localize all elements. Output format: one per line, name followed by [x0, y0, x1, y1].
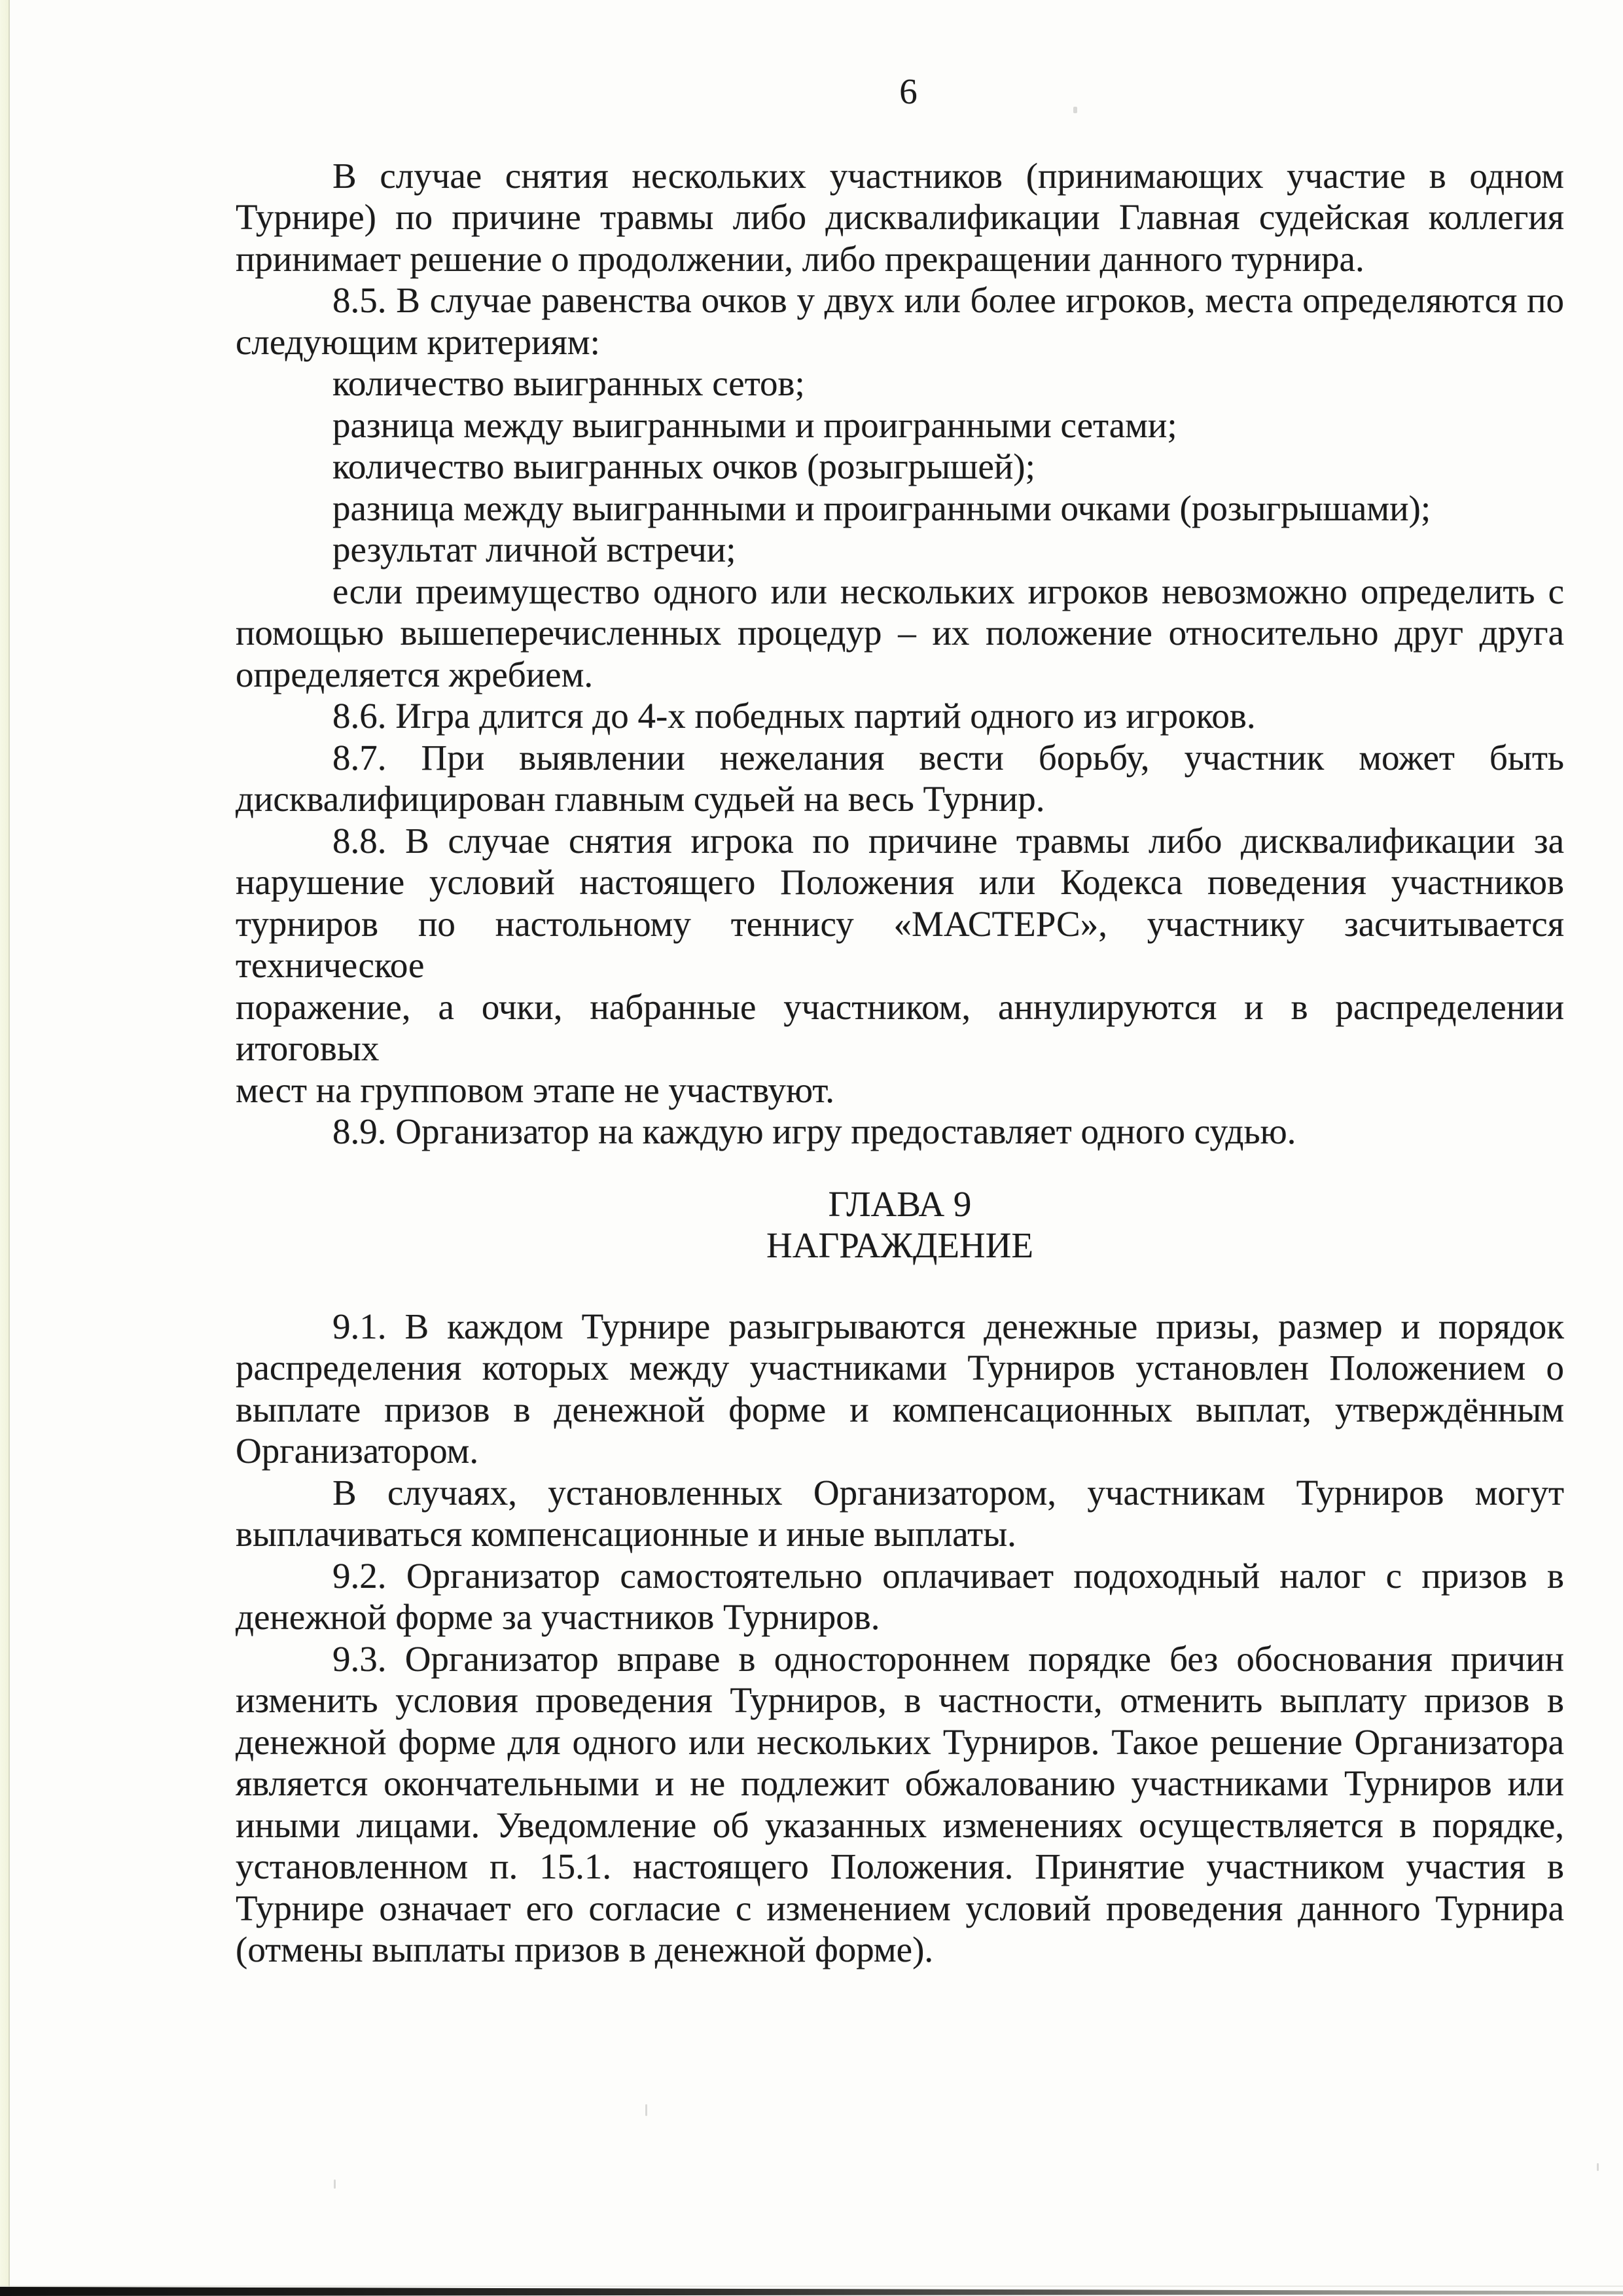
text-line: выплачиваться компенсационные и иные выплаты.	[236, 1514, 1016, 1554]
text-line: 8.7. При выявлении нежелания вести борьбу, участник может быть	[332, 737, 1564, 778]
scan-speck	[1073, 107, 1077, 113]
text-line: разница между выигранными и проигранными сетами;	[332, 404, 1177, 445]
paragraph-intro	[236, 155, 1564, 280]
paragraph-9-3	[236, 1638, 1564, 1971]
text-line: нарушение условий настоящего Положения или Кодекса поведения участников	[236, 862, 1564, 902]
criterion-tiebreak	[236, 571, 1564, 696]
paragraph-8-8	[236, 820, 1564, 1111]
text-line: количество выигранных очков (розыгрышей);	[332, 446, 1035, 486]
text-line: распределения которых между участниками Турниров установлен Положением о	[236, 1348, 1564, 1388]
criterion-item-4	[236, 488, 1564, 529]
text-line: денежной форме для одного или нескольких Турниров. Такое решение Организатора	[236, 1721, 1564, 1762]
scan-speck	[334, 2179, 336, 2189]
text-line: количество выигранных сетов;	[332, 363, 805, 403]
text-line: иными лицами. Уведомление об указанных изменениях осуществляется в порядке,	[236, 1804, 1564, 1845]
text-line: Турнире означает его согласие с изменением условий проведения данного Турнира	[236, 1888, 1564, 1928]
text-line: 8.6. Игра длится до 4-х победных партий одного из игроков.	[332, 696, 1256, 736]
chapter-9-subtitle: НАГРАЖДЕНИЕ	[766, 1225, 1033, 1265]
text-line: выплате призов в денежной форме и компенсационных выплат, утверждённым	[236, 1389, 1564, 1429]
text-line: В случаях, установленных Организатором, участникам Турниров могут	[332, 1472, 1564, 1513]
scan-left-edge-strip	[0, 0, 10, 2296]
criterion-item-2	[236, 404, 1564, 446]
paragraph-8-6	[236, 695, 1564, 737]
text-line: В случае снятия нескольких участников (принимающих участие в одном	[332, 155, 1564, 196]
text-line: принимает решение о продолжении, либо прекращении данного турнира.	[236, 238, 1364, 279]
text-line: турниров по настольному теннису «МАСТЕРС», участнику засчитывается техническое	[236, 903, 1564, 985]
text-line: (отмены выплаты призов в денежной форме).	[236, 1929, 934, 1969]
text-line: установленном п. 15.1. настоящего Положения. Принятие участником участия в	[236, 1846, 1564, 1886]
text-line: если преимущество одного или нескольких игроков невозможно определить с	[332, 571, 1564, 611]
text-line: 8.8. В случае снятия игрока по причине травмы либо дисквалификации за	[332, 820, 1564, 861]
paragraph-9-1-extra	[236, 1472, 1564, 1555]
page-number: 6	[899, 71, 918, 111]
paragraph-8-7	[236, 737, 1564, 820]
scan-speck	[645, 2104, 647, 2116]
text-line: 9.1. В каждом Турнире разыгрываются денежные призы, размер и порядок	[332, 1306, 1564, 1346]
chapter-9-title: ГЛАВА 9	[828, 1183, 972, 1224]
paragraph-9-1	[236, 1306, 1564, 1472]
text-line: помощью вышеперечисленных процедур – их положение относительно друг друга	[236, 613, 1564, 653]
text-line: 8.9. Организатор на каждую игру предоставляет одного судью.	[332, 1111, 1296, 1151]
text-line: разница между выигранными и проигранными очками (розыгрышами);	[332, 488, 1431, 528]
criterion-item-3	[236, 446, 1564, 488]
text-line: изменить условия проведения Турниров, в частности, отменить выплату призов в	[236, 1680, 1564, 1720]
text-line: 9.2. Организатор самостоятельно оплачивает подоходный налог с призов в	[332, 1555, 1564, 1596]
text-line: Турнире) по причине травмы либо дисквалификации Главная судейская коллегия	[236, 197, 1564, 237]
text-line: дисквалифицирован главным судьей на весь Турнир.	[236, 779, 1045, 819]
text-line: Организатором.	[236, 1431, 479, 1471]
text-line: определяется жребием.	[236, 654, 594, 694]
text-line: денежной форме за участников Турниров.	[236, 1597, 880, 1637]
text-column	[236, 0, 1564, 1971]
text-line: 9.3. Организатор вправе в одностороннем порядке без обоснования причин	[332, 1638, 1564, 1679]
chapter-9-heading	[236, 1183, 1564, 1266]
scan-bottom-faint-line	[0, 2286, 1623, 2287]
text-line: 8.5. В случае равенства очков у двух или более игроков, места определяются по	[332, 280, 1564, 320]
criterion-item-5	[236, 529, 1564, 571]
text-line: следующим критериям:	[236, 321, 600, 362]
paragraph-9-2	[236, 1555, 1564, 1638]
paragraph-8-9	[236, 1111, 1564, 1153]
text-line: является окончательными и не подлежит обжалованию участниками Турниров или	[236, 1763, 1564, 1803]
text-line: поражение, а очки, набранные участником, аннулируются и в распределении итоговых	[236, 986, 1564, 1068]
text-line: мест на групповом этапе не участвуют.	[236, 1069, 834, 1110]
paragraph-8-5	[236, 279, 1564, 363]
text-line: результат личной встречи;	[332, 529, 736, 569]
scan-speck	[1597, 2163, 1599, 2171]
criterion-item-1	[236, 363, 1564, 404]
